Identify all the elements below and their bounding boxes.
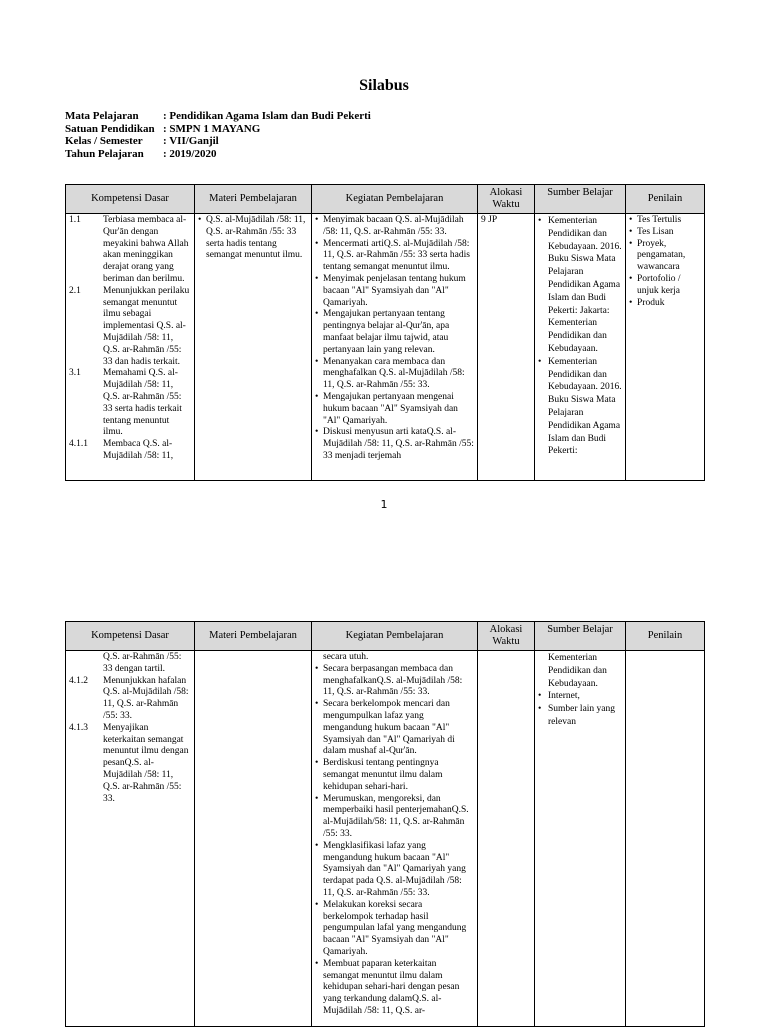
kegiatan-cell bbox=[312, 651, 478, 1027]
course-info bbox=[65, 110, 371, 160]
kegiatan-item: • Mengajukan pertanyaan mengenai hukum bacaan "Al" Syamsiyah dan "Al" Qamariyah. bbox=[315, 392, 474, 427]
kd-cell bbox=[66, 214, 195, 481]
info-label: Tahun Pelajaran bbox=[65, 147, 144, 160]
table-row bbox=[66, 651, 705, 1027]
kd-number: 1.1 bbox=[69, 215, 81, 225]
table-header-row bbox=[66, 185, 705, 214]
alokasi-cell bbox=[478, 651, 535, 1027]
info-row bbox=[65, 123, 371, 136]
kegiatan-item: • Menyimak bacaan Q.S. al-Mujādilah /58: 11, Q.S. ar-Rahmān /55: 33. bbox=[315, 215, 474, 239]
kd-item bbox=[69, 368, 191, 439]
header-sumber: Sumber Belajar bbox=[535, 622, 626, 651]
info-label: Kelas / Semester bbox=[65, 135, 143, 147]
kegiatan-item: • Diskusi menyusun arti kataQ.S. al-Mujādilah /58: 11, Q.S. ar-Rahmān /55: 33 menjadi terjemah bbox=[315, 427, 474, 462]
kd-text: Memahami Q.S. al-Mujādilah /58: 11, Q.S. ar-Rahmān /55: 33 serta hadis terkait tentang menuntut ilmu. bbox=[103, 368, 182, 438]
kd-item bbox=[69, 439, 191, 463]
penilaian-item: • Tes Tertulis bbox=[629, 215, 701, 227]
header-materi: Materi Pembelajaran bbox=[195, 622, 312, 651]
table-row bbox=[66, 214, 705, 481]
penilaian-item: • Tes Lisan bbox=[629, 227, 701, 239]
kd-text: Menunjukkan perilaku semangat menuntut ilmu sebagai implementasi Q.S. al-Mujādilah /58: 11, Q.S. ar-Rahmān /55: 33 dan hadis terkait. bbox=[103, 285, 190, 367]
header-kompetensi: Kompetensi Dasar bbox=[66, 185, 195, 214]
penilaian-item: • Portofolio / unjuk kerja bbox=[629, 274, 701, 298]
info-value: : 2019/2020 bbox=[163, 147, 217, 160]
kegiatan-item: • Mengklasifikasi lafaz yang mengandung hukum bacaan "Al" Syamsiyah dan "Al" Qamariyah yang terdapat pada Q.S. al-Mujādilah /58: 11, Q.S. ar-Rahmān /55: 33. bbox=[315, 841, 474, 900]
header-sumber: Sumber Belajar bbox=[535, 185, 626, 214]
materi-cell bbox=[195, 214, 312, 481]
header-alokasi: Alokasi Waktu bbox=[478, 185, 535, 214]
materi-item: • Q.S. al-Mujādilah /58: 11, Q.S. ar-Rahmān /55: 33 serta hadis tentang semangat menuntut ilmu. bbox=[198, 215, 308, 262]
penilaian-cell bbox=[626, 214, 705, 481]
sumber-cell bbox=[535, 651, 626, 1027]
kd-number: 4.1.1 bbox=[69, 439, 88, 450]
info-label: Satuan Pendidikan bbox=[65, 122, 155, 135]
kd-number: 4.1.3 bbox=[69, 722, 88, 733]
header-alokasi: Alokasi Waktu bbox=[478, 622, 535, 651]
document-title: Silabus bbox=[359, 77, 409, 94]
header-penilaian: Penilain bbox=[626, 622, 705, 651]
alokasi-cell bbox=[478, 214, 535, 481]
kegiatan-item: • Membuat paparan keterkaitan semangat menuntut ilmu dalam kehidupan sehari-hari dengan pesan yang terkandung dalamQ.S. al-Mujādilah /58: 11, Q.S. ar- bbox=[315, 959, 474, 1018]
kd-text: Membaca Q.S. al-Mujādilah /58: 11, bbox=[103, 439, 174, 461]
kegiatan-item: • Menanyakan cara membaca dan menghafalkan Q.S. al-Mujādilah /58: 11, Q.S. ar-Rahmān /55: 33. bbox=[315, 357, 474, 392]
info-label: Mata Pelajaran bbox=[65, 110, 139, 122]
syllabus-table-page2 bbox=[65, 621, 705, 1027]
sumber-cell bbox=[535, 214, 626, 481]
info-value: : SMPN 1 MAYANG bbox=[163, 122, 261, 135]
sumber-item: • Kementerian Pendidikan dan Kebudayaan. 2016. Buku Siswa Mata Pelajaran Pendidikan Agama Islam dan Budi Pekerti: Jakarta: Kementerian Pendidikan dan Kebudayaan. bbox=[538, 215, 622, 356]
kd-item bbox=[69, 676, 191, 723]
info-row bbox=[65, 110, 371, 123]
kegiatan-cell bbox=[312, 214, 478, 481]
kd-number: 4.1.2 bbox=[69, 675, 88, 686]
materi-cell bbox=[195, 651, 312, 1027]
syllabus-table-page1 bbox=[65, 184, 705, 481]
kd-item bbox=[69, 215, 191, 286]
kegiatan-continued: secara utuh. bbox=[323, 652, 369, 662]
kegiatan-item: • Mencermati artiQ.S. al-Mujādilah /58: 11, Q.S. ar-Rahmān /55: 33 serta hadis tentang semangat menuntut ilmu. bbox=[315, 239, 474, 274]
kd-text: Terbiasa membaca al-Qur'ān dengan meyakini bahwa Allah akan meninggikan derajat orang yang beriman dan berilmu. bbox=[103, 215, 189, 284]
header-kegiatan: Kegiatan Pembelajaran bbox=[312, 185, 478, 214]
kd-text: Q.S. ar-Rahmān /55: 33 dengan tartil. bbox=[103, 652, 182, 674]
sumber-item: • Sumber lain yang relevan bbox=[538, 703, 622, 729]
info-row bbox=[65, 135, 371, 148]
kd-text: Menunjukkan hafalan Q.S. al-Mujādilah /58: 11, Q.S. ar-Rahmān /55: 33. bbox=[103, 675, 189, 721]
sumber-item: • Internet, bbox=[538, 690, 622, 703]
info-value: : VII/Ganjil bbox=[163, 135, 219, 147]
info-value: : Pendidikan Agama Islam dan Budi Pekerti bbox=[163, 110, 371, 122]
kd-text: Menyajikan keterkaitan semangat menuntut ilmu dengan pesanQ.S. al-Mujādilah /58: 11, Q.S. ar-Rahmān /55: 33. bbox=[103, 722, 189, 804]
kd-number bbox=[69, 652, 103, 676]
table-header-row bbox=[66, 622, 705, 651]
kd-number: 2.1 bbox=[69, 285, 81, 296]
kegiatan-item: • Melakukan koreksi secara berkelompok terhadap hasil pengumpulan lafal yang mengandung bacaan "Al" Syamsiyah dan "Al" Qamariyah. bbox=[315, 900, 474, 959]
kegiatan-item: • Merumuskan, mengoreksi, dan memperbaiki hasil penterjemahanQ.S. al-Mujādilah/58: 11, Q.S. ar-Rahmān /55: 33. bbox=[315, 794, 474, 841]
header-materi: Materi Pembelajaran bbox=[195, 185, 312, 214]
penilaian-item: • Proyek, pengamatan, wawancara bbox=[629, 239, 701, 274]
penilaian-cell bbox=[626, 651, 705, 1027]
sumber-continued: Kementerian Pendidikan dan Kebudayaan. bbox=[548, 653, 607, 689]
header-kegiatan: Kegiatan Pembelajaran bbox=[312, 622, 478, 651]
kegiatan-item: • Berdiskusi tentang pentingnya semangat menuntut ilmu dalam kehidupan sehari-hari. bbox=[315, 758, 474, 793]
header-penilaian: Penilain bbox=[626, 185, 705, 214]
penilaian-item: • Produk bbox=[629, 298, 701, 310]
alokasi-value: 9 JP bbox=[481, 215, 498, 225]
kegiatan-item: • Mengajukan pertanyaan tentang pentingnya belajar al-Qur'ān, apa manfaat belajar ilmu tajwid, atau pertanyaan lain yang relevan. bbox=[315, 309, 474, 356]
kegiatan-item: • Secara berkelompok mencari dan mengumpulkan lafaz yang mengandung hukum bacaan "Al" Syamsiyah dan "Al" Qamariyah di dalam mushaf al-Qur'ān. bbox=[315, 699, 474, 758]
kd-number: 3.1 bbox=[69, 368, 81, 379]
info-row bbox=[65, 148, 371, 161]
kegiatan-item: • Menyimak penjelasan tentang hukum bacaan "Al" Syamsiyah dan "Al" Qamariyah. bbox=[315, 274, 474, 309]
kd-item bbox=[69, 652, 191, 676]
kd-item bbox=[69, 723, 191, 806]
header-kompetensi: Kompetensi Dasar bbox=[66, 622, 195, 651]
page-number: 1 bbox=[380, 498, 388, 511]
sumber-item: • Kementerian Pendidikan dan Kebudayaan. 2016. Buku Siswa Mata Pelajaran Pendidikan Agama Islam dan Budi Pekerti: bbox=[538, 356, 622, 458]
kd-cell bbox=[66, 651, 195, 1027]
kegiatan-item: • Secara berpasangan membaca dan menghafalkanQ.S. al-Mujādilah /58: 11, Q.S. ar-Rahmān /55: 33. bbox=[315, 664, 474, 699]
kd-item bbox=[69, 286, 191, 369]
